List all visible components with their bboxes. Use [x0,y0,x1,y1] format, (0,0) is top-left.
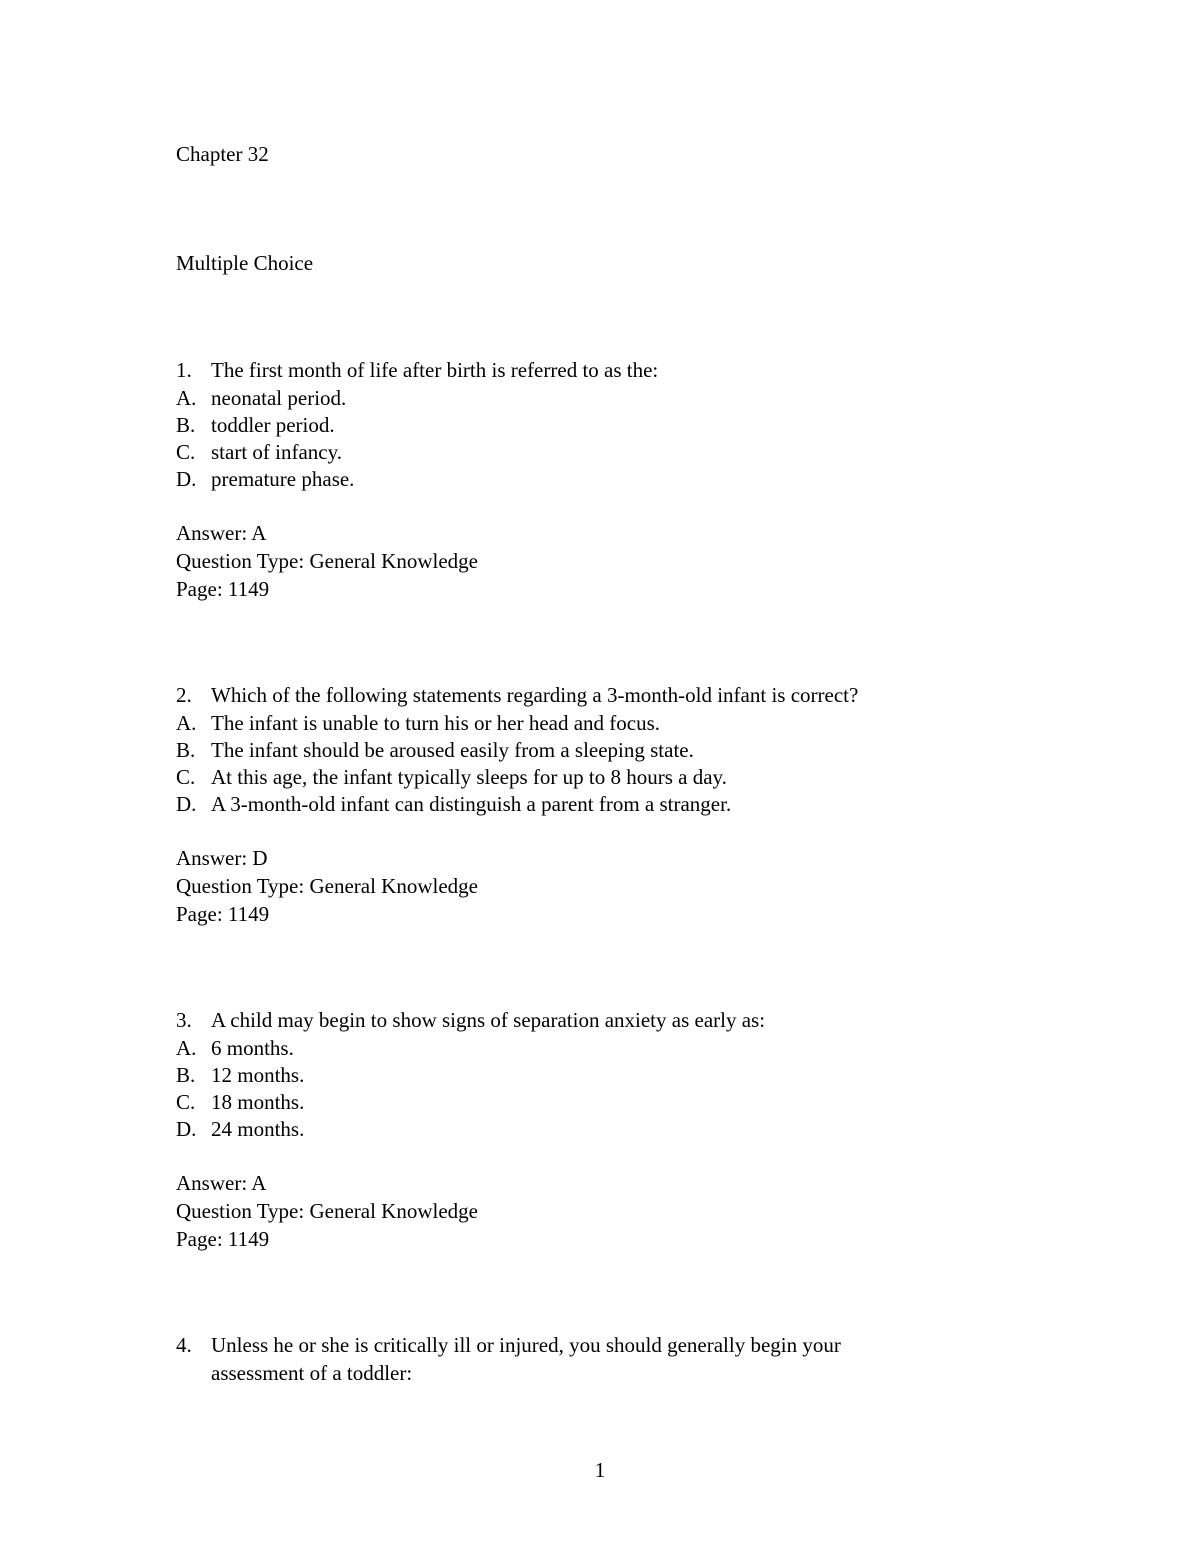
option-text: The infant is unable to turn his or her head and focus. [211,711,661,735]
option-letter: D. [176,1117,197,1141]
question-1-page: Page: 1149 [176,577,270,601]
option-letter: C. [176,1090,196,1114]
option-text: toddler period. [211,413,335,437]
question-3-page: Page: 1149 [176,1227,270,1251]
question-1-option-b [176,412,335,439]
question-1-option-d [176,466,354,493]
option-text: 12 months. [211,1063,305,1087]
question-3-stem [176,1007,765,1034]
option-text: 18 months. [211,1090,305,1114]
question-1-answer: Answer: A [176,521,267,545]
question-2-option-c [176,764,727,791]
option-letter: C. [176,440,196,464]
question-4-stem-continued: assessment of a toddler: [211,1361,413,1385]
question-2-type: Question Type: General Knowledge [176,874,478,898]
question-1-type: Question Type: General Knowledge [176,549,478,573]
chapter-title: Chapter 32 [176,142,269,166]
question-number: 2. [176,683,192,707]
question-text: Unless he or she is critically ill or injured, you should generally begin your [211,1333,841,1357]
option-letter: A. [176,711,197,735]
question-4-stem [176,1332,841,1359]
option-letter: A. [176,386,197,410]
option-text: start of infancy. [211,440,343,464]
question-3-answer: Answer: A [176,1171,267,1195]
option-text: premature phase. [211,467,355,491]
question-1-stem [176,357,658,384]
question-2-option-a [176,710,660,737]
option-text: 24 months. [211,1117,305,1141]
option-text: A 3-month-old infant can distinguish a parent from a stranger. [211,792,732,816]
option-letter: C. [176,765,196,789]
question-1-option-c [176,439,342,466]
question-3-option-d [176,1116,304,1143]
option-letter: B. [176,738,196,762]
question-3-option-b [176,1062,304,1089]
option-letter: D. [176,792,197,816]
option-text: At this age, the infant typically sleeps for up to 8 hours a day. [211,765,727,789]
question-number: 1. [176,358,192,382]
option-text: neonatal period. [211,386,347,410]
section-title: Multiple Choice [176,251,314,275]
question-number: 3. [176,1008,192,1032]
option-text: The infant should be aroused easily from a sleeping state. [211,738,694,762]
question-2-answer: Answer: D [176,846,268,870]
question-2-stem [176,682,858,709]
option-letter: D. [176,467,197,491]
question-3-option-c [176,1089,304,1116]
question-2-option-b [176,737,694,764]
question-3-type: Question Type: General Knowledge [176,1199,478,1223]
question-number: 4. [176,1333,192,1357]
option-letter: B. [176,413,196,437]
question-1-option-a [176,385,346,412]
page-number: 1 [594,1458,606,1482]
option-letter: B. [176,1063,196,1087]
question-text: A child may begin to show signs of separation anxiety as early as: [211,1008,766,1032]
option-text: 6 months. [211,1036,294,1060]
question-3-option-a [176,1035,294,1062]
option-letter: A. [176,1036,197,1060]
question-text: Which of the following statements regarding a 3-month-old infant is correct? [211,683,859,707]
question-text: The first month of life after birth is referred to as the: [211,358,659,382]
question-2-option-d [176,791,731,818]
question-2-page: Page: 1149 [176,902,270,926]
